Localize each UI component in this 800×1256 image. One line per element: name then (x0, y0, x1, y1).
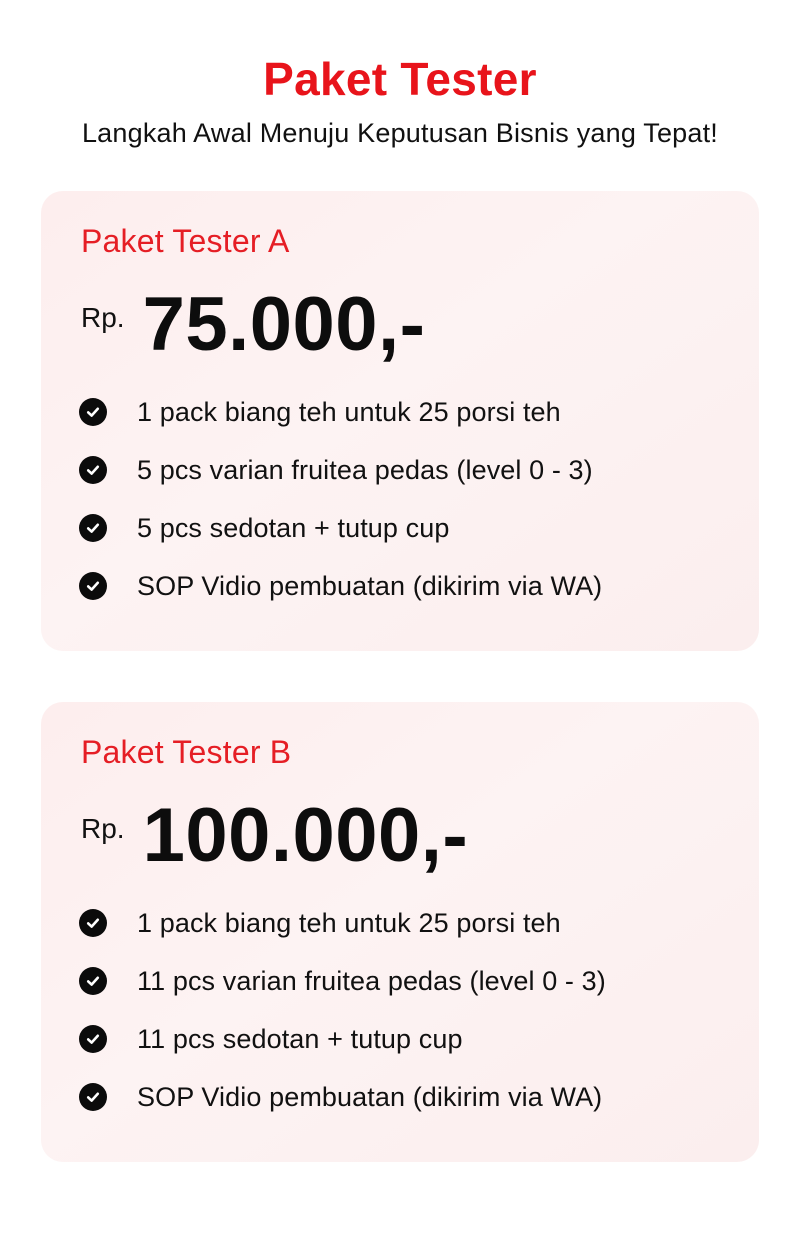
price-amount: 75.000,- (142, 281, 426, 367)
check-circle-icon (79, 572, 107, 600)
feature-text: SOP Vidio pembuatan (dikirim via WA) (137, 1081, 603, 1112)
page-subtitle: Langkah Awal Menuju Keputusan Bisnis yang Tepat! (81, 118, 719, 148)
feature-text: 1 pack biang teh untuk 25 porsi teh (137, 907, 561, 938)
check-circle-icon (79, 456, 107, 484)
check-circle-icon (79, 1025, 107, 1053)
check-circle-icon (79, 909, 107, 937)
check-circle-icon (79, 398, 107, 426)
feature-text: 5 pcs varian fruitea pedas (level 0 - 3) (137, 454, 593, 485)
check-circle-icon (79, 514, 107, 542)
price-prefix: Rp. (81, 302, 125, 333)
feature-item (79, 383, 602, 441)
price-row (81, 279, 425, 369)
feature-item (79, 441, 602, 499)
feature-list (79, 894, 606, 1126)
package-card-b (41, 702, 759, 1162)
check-circle-icon (79, 1083, 107, 1111)
page-title: Paket Tester (263, 53, 537, 105)
feature-item (79, 952, 606, 1010)
price-amount: 100.000,- (142, 792, 469, 878)
feature-item (79, 557, 602, 615)
feature-text: 11 pcs sedotan + tutup cup (137, 1023, 463, 1054)
feature-item (79, 1068, 606, 1126)
package-name: Paket Tester B (81, 734, 292, 770)
check-circle-icon (79, 967, 107, 995)
feature-item (79, 499, 602, 557)
package-card-a (41, 191, 759, 651)
price-row (81, 790, 468, 880)
feature-item (79, 1010, 606, 1068)
package-name: Paket Tester A (81, 223, 290, 259)
feature-text: 11 pcs varian fruitea pedas (level 0 - 3) (137, 965, 606, 996)
feature-text: SOP Vidio pembuatan (dikirim via WA) (137, 570, 603, 601)
feature-text: 5 pcs sedotan + tutup cup (137, 512, 450, 543)
price-prefix: Rp. (81, 813, 125, 844)
feature-list (79, 383, 602, 615)
feature-item (79, 894, 606, 952)
feature-text: 1 pack biang teh untuk 25 porsi teh (137, 396, 561, 427)
